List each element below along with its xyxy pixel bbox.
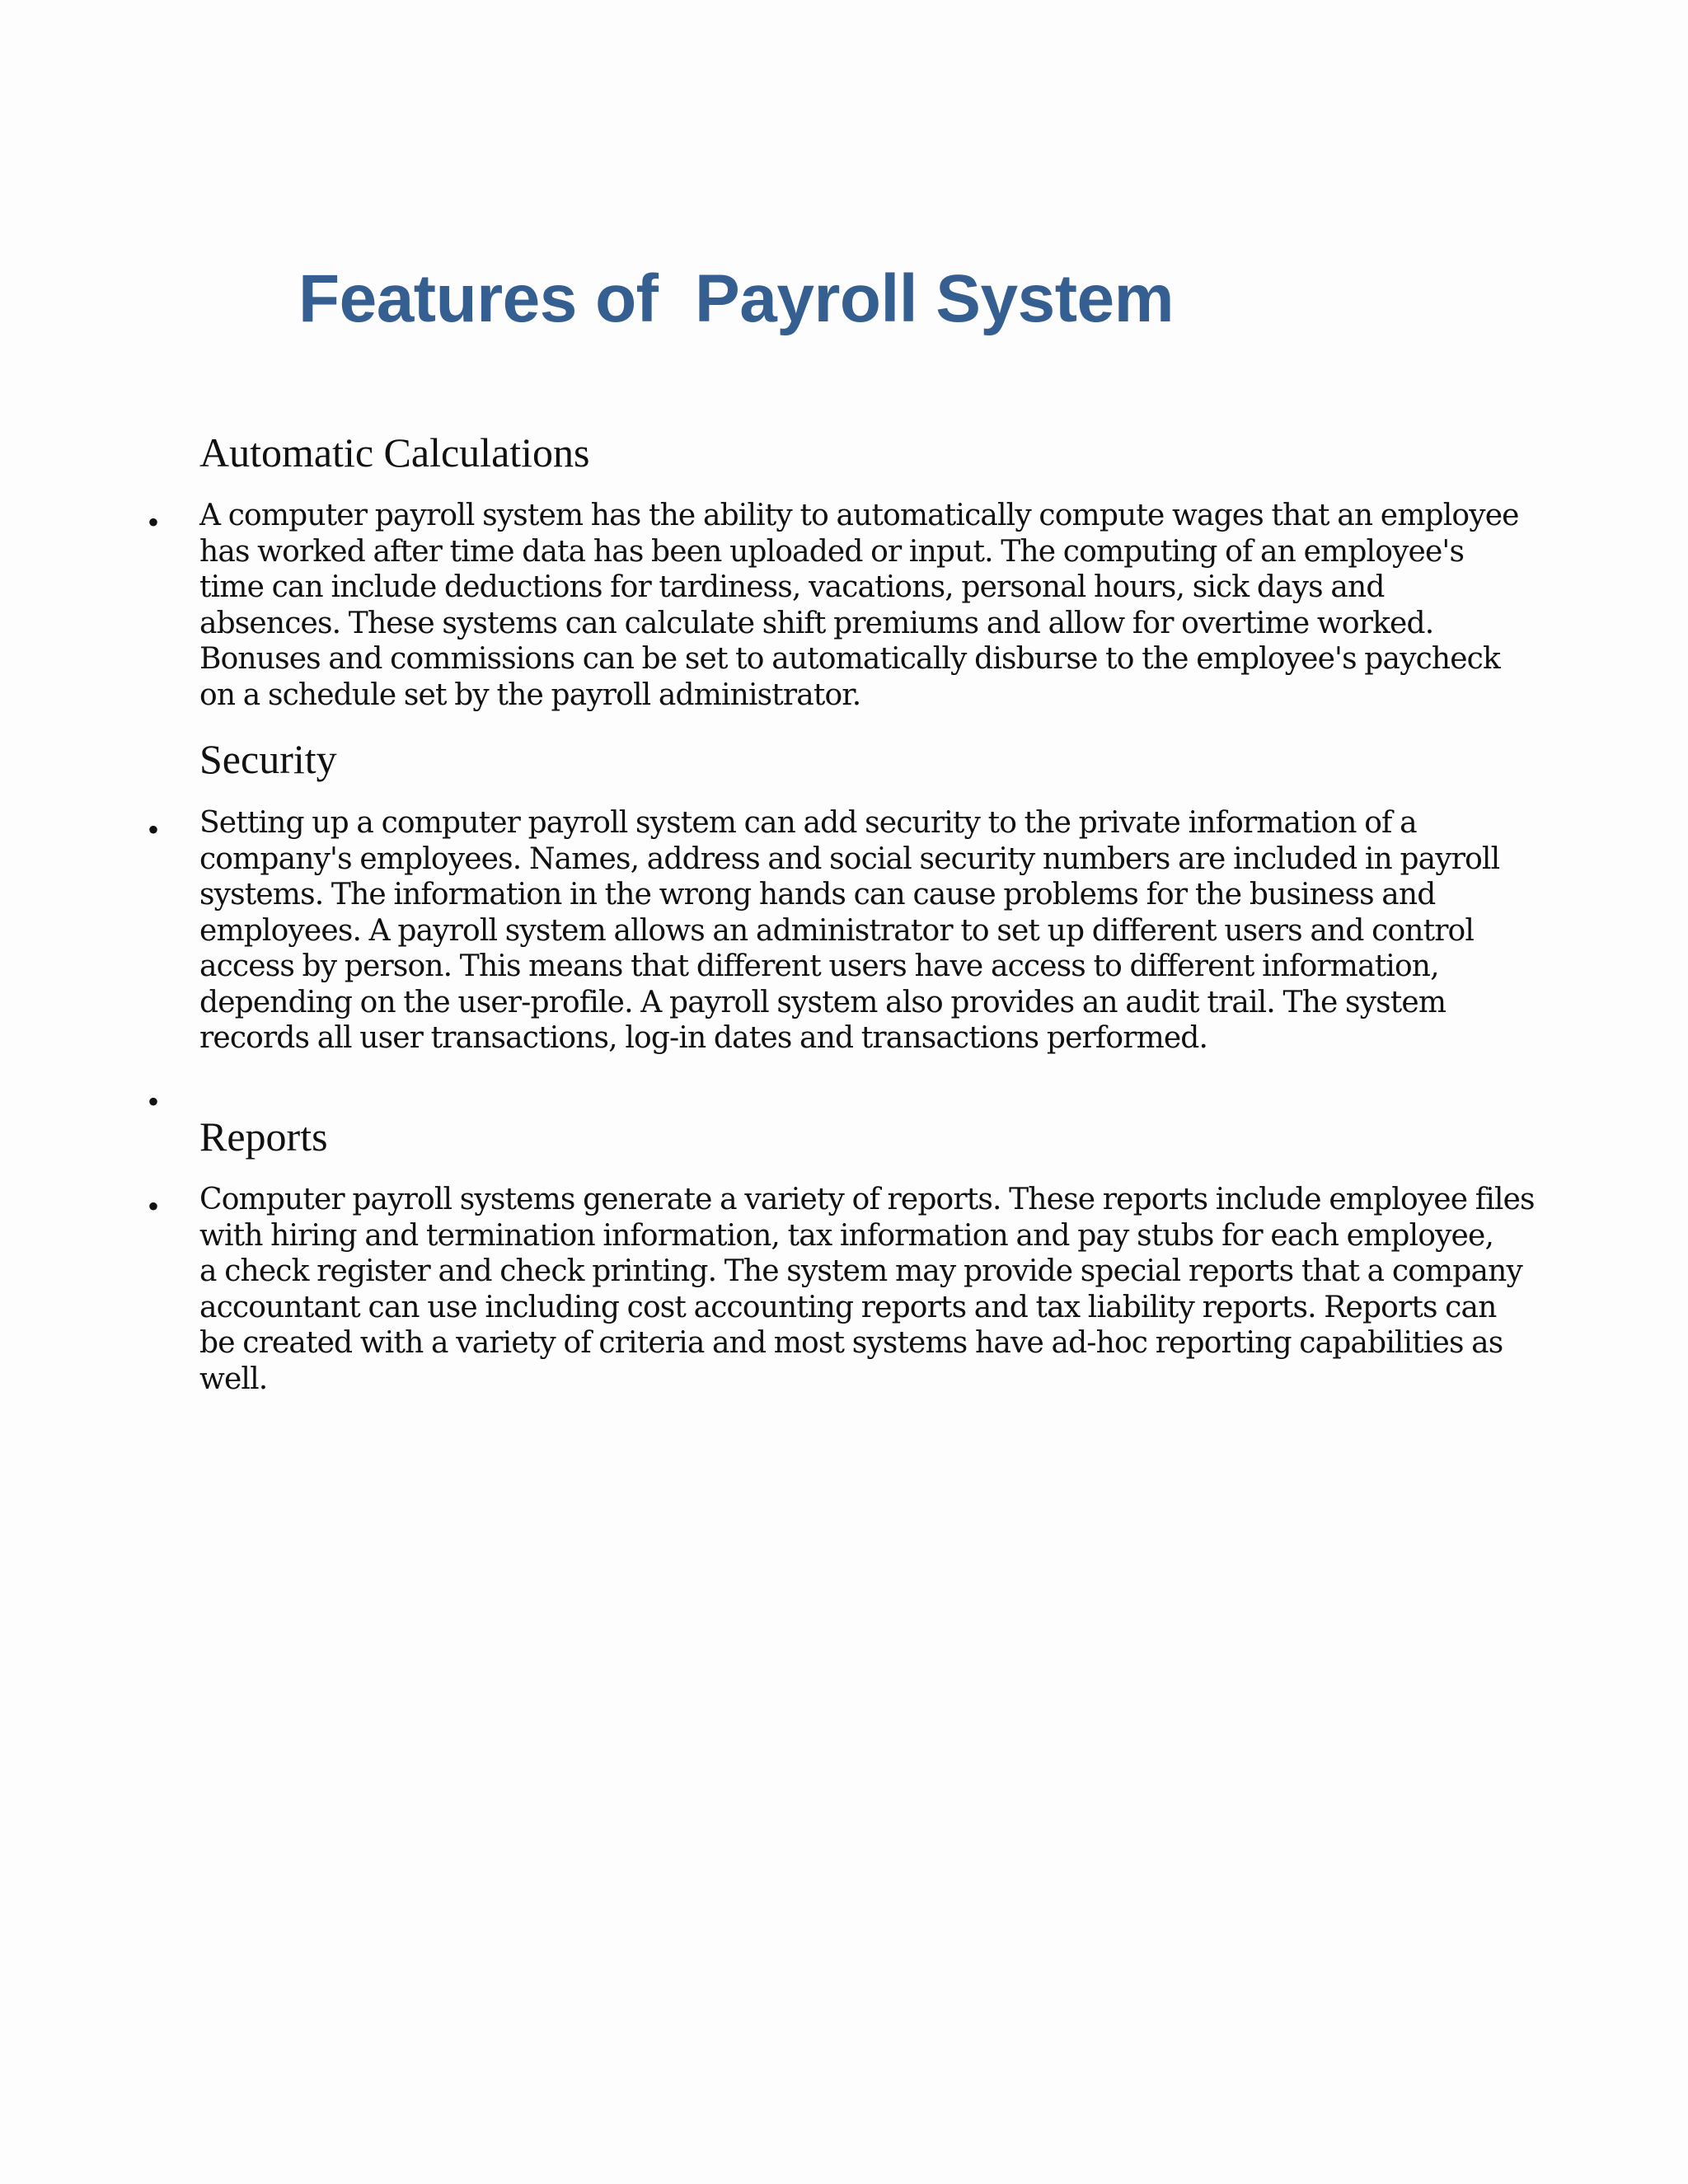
paragraph-line: Computer payroll systems generate a variety of reports. These reports include employee files	[199, 1183, 1535, 1216]
paragraph-line: has worked after time data has been uploaded or input. The computing of an employee's	[199, 534, 1465, 569]
paragraph-line: company's employees. Names, address and social security numbers are included in payroll	[199, 841, 1500, 876]
paragraph-line: absences. These systems can calculate shift premiums and allow for overtime worked.	[199, 606, 1434, 640]
section-heading-reports: Reports	[199, 1113, 328, 1160]
section-heading-security: Security	[199, 736, 337, 782]
section-heading-automatic-calculations: Automatic Calculations	[199, 429, 590, 476]
paragraph-line: access by person. This means that different users have access to different information,	[199, 949, 1439, 983]
paragraph-line: employees. A payroll system allows an administrator to set up different users and control	[199, 913, 1475, 948]
paragraph-line: on a schedule set by the payroll administrator.	[199, 677, 861, 712]
paragraph-line: systems. The information in the wrong hands can cause problems for the business and	[199, 878, 1436, 912]
page-title: Features of Payroll System	[298, 261, 1175, 336]
paragraph-line: accountant can use including cost accounting reports and tax liability reports. Reports can	[199, 1290, 1497, 1324]
paragraph-line: Bonuses and commissions can be set to automatically disburse to the employee's paycheck	[199, 642, 1500, 676]
paragraph-reports	[199, 1182, 1535, 1397]
paragraph-line: records all user transactions, log-in dates and transactions performed.	[199, 1021, 1208, 1055]
paragraph-line: be created with a variety of criteria and most systems have ad-hoc reporting capabilities as	[199, 1326, 1503, 1360]
paragraph-automatic-calculations	[199, 498, 1519, 713]
paragraph-line: depending on the user-profile. A payroll system also provides an audit trail. The system	[199, 985, 1447, 1019]
bullet: •	[148, 504, 160, 541]
empty-bullet: •	[148, 1083, 160, 1120]
paragraph-line: with hiring and termination information, tax information and pay stubs for each employee,	[199, 1218, 1494, 1253]
bullet: •	[148, 811, 160, 848]
paragraph-line: time can include deductions for tardiness, vacations, personal hours, sick days and	[199, 570, 1385, 604]
paragraph-security	[199, 805, 1502, 1057]
paragraph-line: Setting up a computer payroll system can add security to the private information of a	[199, 806, 1417, 840]
paragraph-line: well.	[199, 1361, 268, 1396]
paragraph-line: a check register and check printing. The system may provide special reports that a company	[199, 1254, 1522, 1288]
paragraph-line: A computer payroll system has the ability to automatically compute wages that an employee	[199, 499, 1519, 532]
bullet: •	[148, 1188, 160, 1225]
